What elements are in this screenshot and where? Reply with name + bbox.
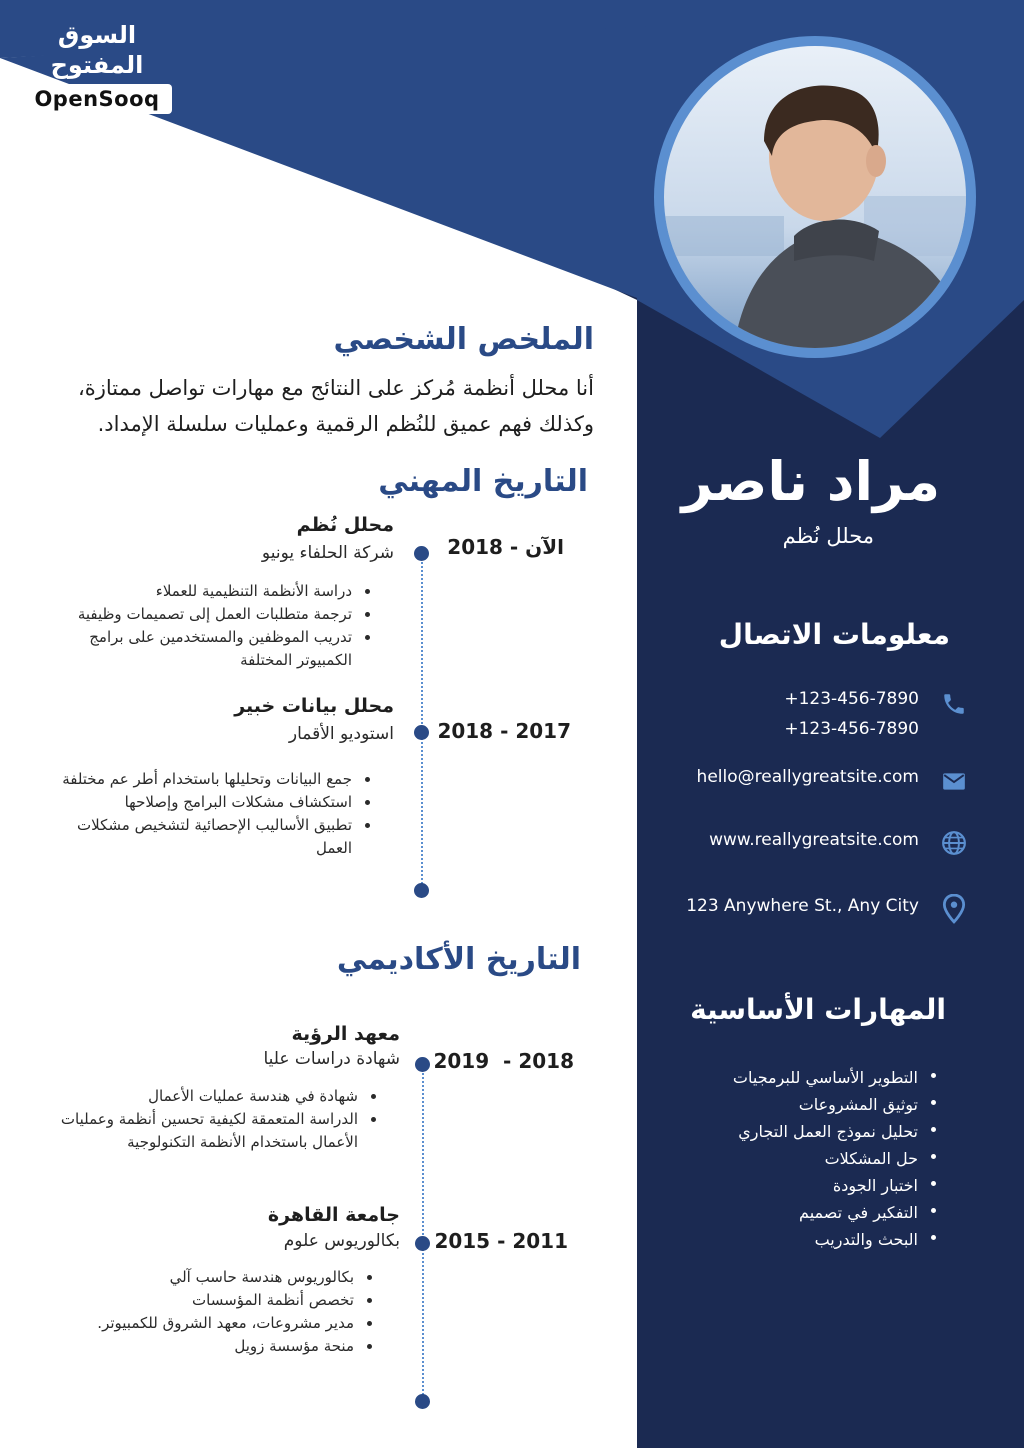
job-2-bullets xyxy=(54,768,374,860)
job-2-date: 2018 - 2017 xyxy=(437,719,571,743)
skill-item: توثيق المشروعات xyxy=(700,1091,940,1118)
job-2-company: استوديو الأقمار xyxy=(288,724,394,744)
email-icon xyxy=(941,768,967,794)
timeline-dot xyxy=(414,546,429,561)
location-pin-icon xyxy=(941,894,967,924)
list-item: الدراسة المتعمقة لكيفية تحسين أنظمة وعمليات الأعمال باستخدام الأنظمة التكنولوجية xyxy=(60,1108,380,1154)
list-item: استكشاف مشكلات البرامج وإصلاحها xyxy=(54,791,374,814)
list-item: مدير مشروعات، معهد الشروق للكمبيوتر. xyxy=(76,1312,376,1335)
phone-icon xyxy=(941,691,967,717)
list-item: شهادة في هندسة عمليات الأعمال xyxy=(60,1085,380,1108)
academic-1-title: معهد الرؤية xyxy=(291,1023,400,1045)
academic-1-date: 2019 - 2018 xyxy=(433,1049,574,1073)
skills-list xyxy=(700,1064,940,1253)
opensooq-logo xyxy=(22,20,172,114)
logo-english: OpenSooq xyxy=(22,84,172,114)
academic-timeline xyxy=(422,1065,424,1403)
list-item: جمع البيانات وتحليلها باستخدام أطر عم مختلفة xyxy=(54,768,374,791)
list-item: تدريب الموظفين والمستخدمين على برامج الكمبيوتر المختلفة xyxy=(74,626,374,672)
timeline-dot xyxy=(414,883,429,898)
contact-email[interactable]: hello@reallygreatsite.com xyxy=(696,767,919,787)
academic-1-bullets xyxy=(60,1085,380,1154)
academic-1-degree: شهادة دراسات عليا xyxy=(263,1049,400,1069)
list-item: بكالوريوس هندسة حاسب آلي xyxy=(76,1266,376,1289)
list-item: تطبيق الأساليب الإحصائية لتشخيص مشكلات العمل xyxy=(54,814,374,860)
contact-address: 123 Anywhere St., Any City xyxy=(686,896,919,916)
job-1-bullets xyxy=(74,580,374,672)
timeline-dot xyxy=(415,1394,430,1409)
timeline-dot xyxy=(415,1057,430,1072)
academic-2-title: جامعة القاهرة xyxy=(267,1204,400,1226)
academic-2-date: 2015 - 2011 xyxy=(434,1229,568,1253)
summary-title: الملخص الشخصي xyxy=(333,322,594,357)
profile-photo xyxy=(664,46,966,348)
contact-website[interactable]: www.reallygreatsite.com xyxy=(709,830,919,850)
skill-item: التطوير الأساسي للبرمجيات xyxy=(700,1064,940,1091)
academic-title: التاريخ الأكاديمي xyxy=(336,942,581,977)
skill-item: البحث والتدريب xyxy=(700,1226,940,1253)
career-title: التاريخ المهني xyxy=(378,464,588,499)
contact-phone-1[interactable]: +123-456-7890 xyxy=(784,689,919,709)
academic-2-bullets xyxy=(76,1266,376,1358)
skill-item: التفكير في تصميم xyxy=(700,1199,940,1226)
logo-arabic: السوق المفتوح xyxy=(50,21,144,79)
job-2-title: محلل بيانات خبير xyxy=(234,695,394,717)
profile-name: مراد ناصر xyxy=(681,450,940,513)
profile-photo-frame xyxy=(654,36,976,358)
job-1-date: الآن - 2018 xyxy=(447,535,564,559)
job-1-company: شركة الحلفاء يونيو xyxy=(261,543,394,563)
summary-text: أنا محلل أنظمة مُركز على النتائج مع مهارات تواصل ممتازة، وكذلك فهم عميق للنُظم الرقمية وعمليات سلسلة الإمداد. xyxy=(77,376,594,436)
timeline-dot xyxy=(414,725,429,740)
list-item: منحة مؤسسة زويل xyxy=(76,1335,376,1358)
skills-title: المهارات الأساسية xyxy=(690,993,946,1026)
skill-item: تحليل نموذج العمل التجاري xyxy=(700,1118,940,1145)
academic-2-degree: بكالوريوس علوم xyxy=(283,1231,400,1251)
skill-item: حل المشكلات xyxy=(700,1145,940,1172)
contact-phone-2[interactable]: +123-456-7890 xyxy=(784,719,919,739)
list-item: ترجمة متطلبات العمل إلى تصميمات وظيفية xyxy=(74,603,374,626)
profile-role: محلل نُظم xyxy=(782,524,874,548)
skill-item: اختبار الجودة xyxy=(700,1172,940,1199)
list-item: تخصص أنظمة المؤسسات xyxy=(76,1289,376,1312)
globe-icon xyxy=(941,830,967,856)
job-1-title: محلل نُظم xyxy=(296,514,394,536)
timeline-dot xyxy=(415,1236,430,1251)
contact-title: معلومات الاتصال xyxy=(718,618,950,651)
career-timeline xyxy=(421,555,423,891)
list-item: دراسة الأنظمة التنظيمية للعملاء xyxy=(74,580,374,603)
